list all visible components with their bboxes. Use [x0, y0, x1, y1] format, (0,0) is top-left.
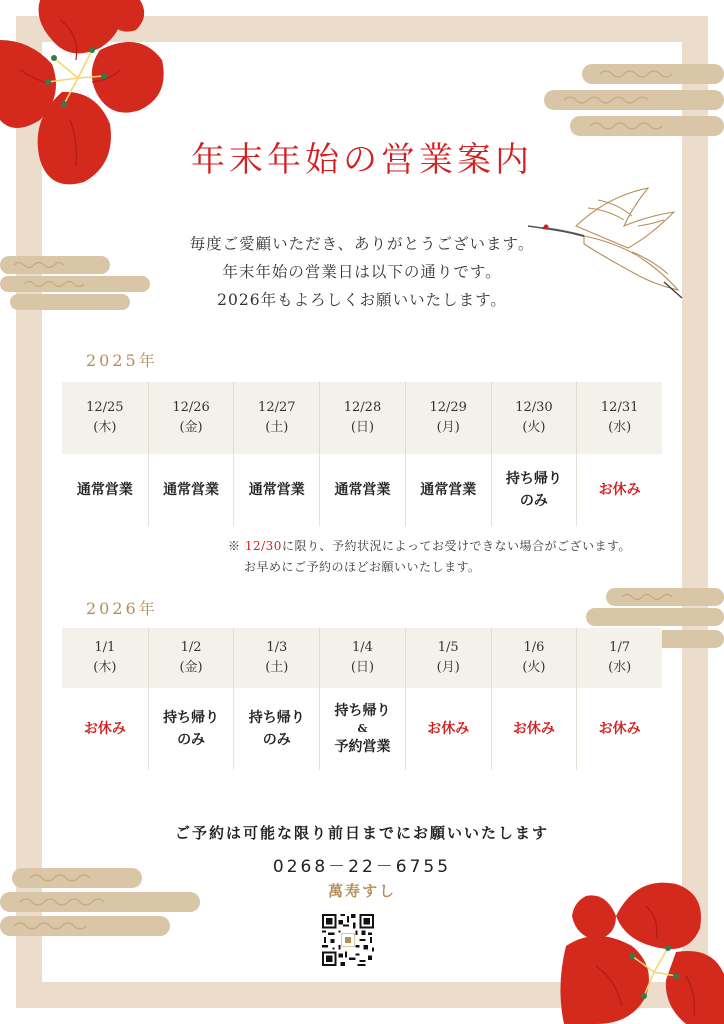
- status-cell: [62, 454, 148, 526]
- status-cell: [148, 454, 234, 526]
- schedule-table-2026: [62, 628, 662, 770]
- status-cell: [319, 688, 405, 770]
- day-of-week: (水): [608, 660, 632, 675]
- day-of-week: (火): [522, 420, 546, 435]
- day-of-week: (金): [179, 660, 203, 675]
- date: 12/31: [600, 400, 639, 415]
- date: 12/30: [515, 400, 553, 415]
- status-cell: [405, 454, 491, 526]
- date: 1/5: [437, 640, 459, 655]
- day-of-week: (金): [179, 420, 203, 435]
- status-text: お休み: [598, 482, 641, 498]
- note-text: に限り、予約状況によってお受けできない場合がございます。: [281, 539, 631, 553]
- phone-number[interactable]: 0268－22－6755: [272, 857, 452, 877]
- day-of-week: (日): [350, 420, 375, 435]
- status-cell-closed: [576, 454, 662, 526]
- status-cell: [319, 454, 405, 526]
- date: 1/6: [523, 640, 545, 655]
- date: 1/7: [609, 640, 631, 655]
- status-ampersand: &: [357, 722, 368, 735]
- note-line: [228, 536, 631, 557]
- status-text: 通常営業: [76, 482, 133, 498]
- status-text: お休み: [83, 721, 126, 737]
- status-cell: [148, 688, 234, 770]
- greeting-message: [0, 230, 724, 314]
- qr-code-icon[interactable]: [322, 914, 374, 966]
- day-of-week: (水): [608, 420, 632, 435]
- greeting-line: 2026年もよろしくお願いいたします。: [217, 291, 507, 309]
- status-text-line2: のみ: [177, 732, 206, 748]
- date-cell: [233, 382, 319, 454]
- status-text: 通常営業: [420, 482, 477, 498]
- day-of-week: (木): [93, 660, 117, 675]
- day-of-week: (木): [93, 420, 117, 435]
- date-cell: [405, 382, 491, 454]
- status-text: 持ち帰り: [505, 471, 562, 487]
- status-cell: [491, 454, 577, 526]
- status-text: お休み: [512, 721, 555, 737]
- date-cell: [62, 382, 148, 454]
- status-text-line2: 予約営業: [334, 739, 391, 755]
- date-cell: [405, 628, 491, 688]
- date-cell: [576, 628, 662, 688]
- date: 1/1: [94, 640, 116, 655]
- date-cell: [319, 382, 405, 454]
- status-text: 持ち帰り: [334, 703, 391, 719]
- day-of-week: (火): [522, 660, 546, 675]
- status-text: お休み: [427, 721, 470, 737]
- year-label-2026: 2026年: [86, 599, 158, 618]
- date-cell: [491, 628, 577, 688]
- day-of-week: (月): [436, 660, 460, 675]
- date-cell: [233, 628, 319, 688]
- date-cell: [148, 628, 234, 688]
- note-line: お早めにご予約のほどお願いいたします。: [244, 560, 481, 574]
- date: 12/26: [172, 400, 210, 415]
- status-text: 通常営業: [248, 482, 305, 498]
- day-of-week: (月): [436, 420, 460, 435]
- status-cell-closed: [405, 688, 491, 770]
- status-cell-closed: [491, 688, 577, 770]
- shop-name: 萬寿すし: [327, 882, 396, 900]
- status-cell: [233, 688, 319, 770]
- date: 12/29: [429, 400, 467, 415]
- date-cell: [576, 382, 662, 454]
- date-cell: [319, 628, 405, 688]
- reservation-request: ご予約は可能な限り前日までにお願いいたします: [174, 824, 549, 842]
- page-title: 年末年始の営業案内: [191, 140, 533, 180]
- status-cell-closed: [62, 688, 148, 770]
- day-of-week: (土): [265, 660, 289, 675]
- date: 1/2: [180, 640, 202, 655]
- schedule-table-2025: [62, 382, 662, 526]
- day-of-week: (土): [265, 420, 289, 435]
- day-of-week: (日): [350, 660, 375, 675]
- greeting-line: 毎度ご愛顧いただき、ありがとうございます。: [189, 235, 535, 253]
- status-text: 通常営業: [163, 482, 220, 498]
- date: 1/3: [266, 640, 288, 655]
- date: 12/25: [86, 400, 124, 415]
- status-cell-closed: [576, 688, 662, 770]
- greeting-line: 年末年始の営業日は以下の通りです。: [222, 263, 502, 281]
- note-mark: ※: [228, 539, 241, 553]
- date-cell: [491, 382, 577, 454]
- date-cell: [62, 628, 148, 688]
- date: 12/28: [343, 400, 382, 415]
- status-cell: [233, 454, 319, 526]
- status-text: 持ち帰り: [248, 710, 305, 726]
- status-text-line2: のみ: [262, 732, 291, 748]
- status-text-line2: のみ: [519, 493, 548, 509]
- note-highlight-date: 12/30: [244, 539, 282, 553]
- status-text: 持ち帰り: [163, 710, 220, 726]
- year-label-2025: 2025年: [86, 351, 158, 370]
- date: 1/4: [352, 640, 373, 655]
- date: 12/27: [258, 400, 296, 415]
- reservation-note: [228, 536, 631, 578]
- date-cell: [148, 382, 234, 454]
- status-text: 通常営業: [334, 482, 391, 498]
- status-text: お休み: [598, 721, 641, 737]
